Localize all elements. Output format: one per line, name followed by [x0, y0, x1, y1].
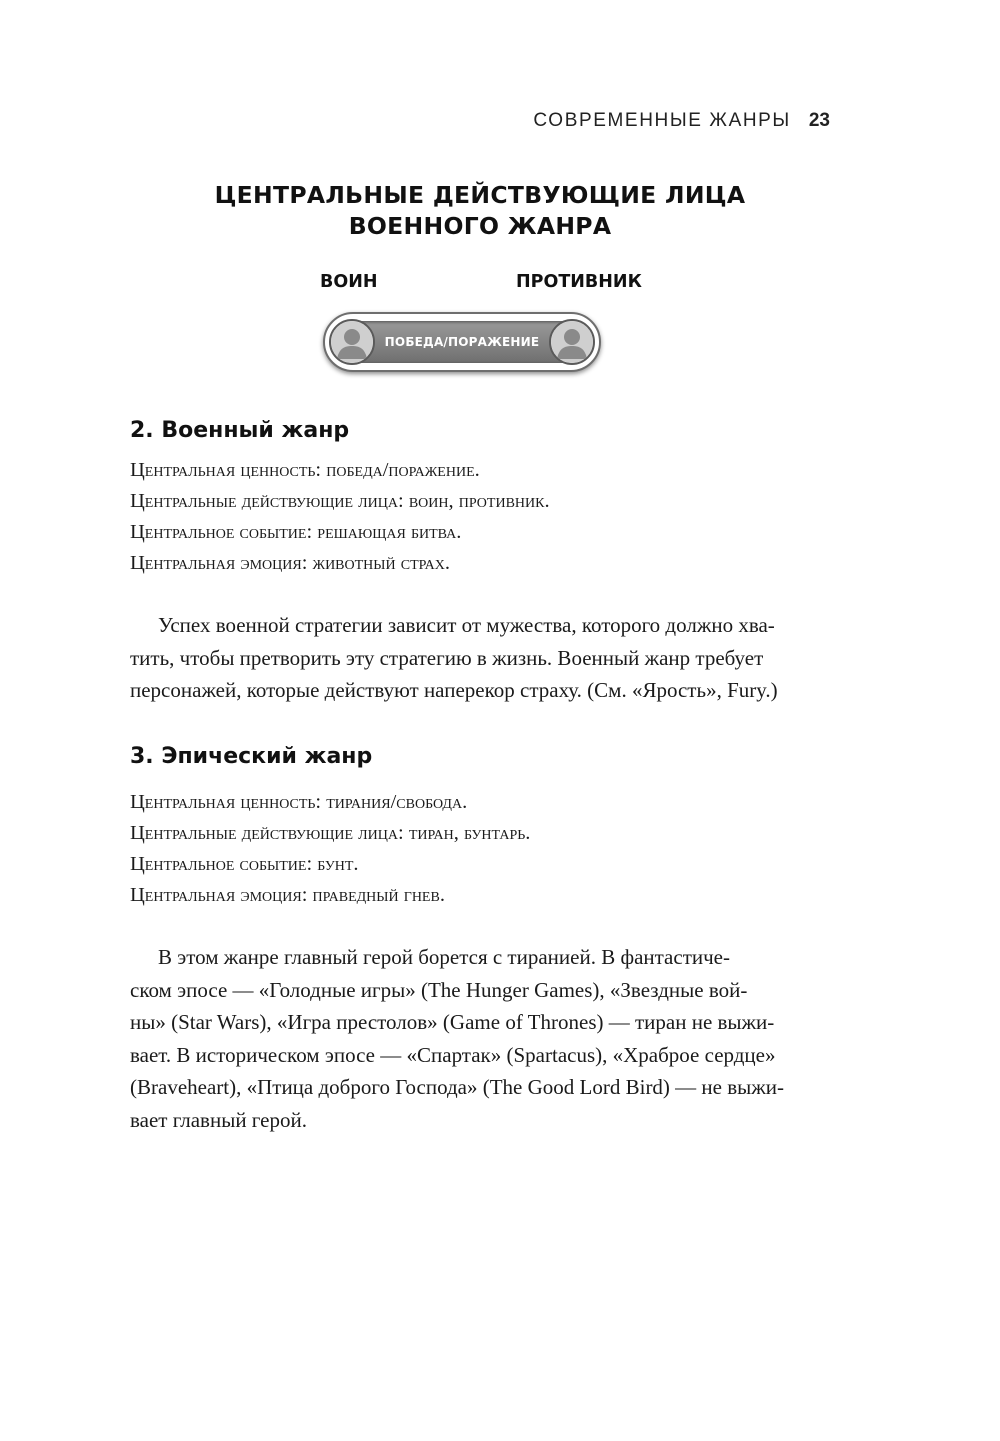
definition-line: Центральная ценность: тирания/свобода. [130, 791, 468, 813]
definition-line: Центральная эмоция: праведный гнев. [130, 884, 445, 906]
diagram-title [130, 180, 830, 242]
definition-line: Центральное событие: решающая битва. [130, 521, 462, 543]
diagram-title-line-1: ЦЕНТРАЛЬНЫЕ ДЕЙСТВУЮЩИЕ ЛИЦА [214, 181, 746, 209]
paragraph-line: ны» (Star Wars), «Игра престолов» (Game of Thrones) — тиран не выжи- [130, 1010, 775, 1034]
person-silhouette-icon [329, 319, 375, 365]
running-title: СОВРЕМЕННЫЕ ЖАНРЫ [533, 110, 791, 131]
page-number: 23 [808, 110, 830, 131]
paragraph-line: тить, чтобы претворить эту стратегию в жизнь. Военный жанр требует [130, 645, 764, 670]
paragraph-line: ском эпосе — «Голодные игры» (The Hunger Games), «Звездные вой- [130, 977, 748, 1002]
person-silhouette-icon [549, 319, 595, 365]
role-label-opponent: ПРОТИВНИК [516, 272, 642, 292]
paragraph-line: персонажей, которые действуют наперекор страху. (См. «Ярость», Fury.) [130, 678, 778, 702]
section-heading-war: 2. Военный жанр [130, 418, 350, 443]
value-label: ПОБЕДА/ПОРАЖЕНИЕ [384, 335, 540, 349]
paragraph-war [130, 609, 830, 707]
paragraph-line: вает главный герой. [130, 1107, 307, 1132]
definitions-epic [130, 787, 830, 911]
definition-line: Центральные действующие лица: тиран, бунтарь. [130, 822, 531, 844]
paragraph-line: вает. В историческом эпосе — «Спартак» (Spartacus), «Храброе сердце» [130, 1042, 776, 1067]
paragraph-line: В этом жанре главный герой борется с тиранией. В фантастиче- [158, 945, 730, 969]
definition-line: Центральные действующие лица: воин, противник. [130, 490, 550, 512]
definition-line: Центральная ценность: победа/поражение. [130, 459, 480, 481]
section-heading-epic: 3. Эпический жанр [130, 744, 373, 769]
definition-line: Центральная эмоция: животный страх. [130, 552, 450, 574]
paragraph-line: (Braveheart), «Птица доброго Господа» (The Good Lord Bird) — не выжи- [130, 1075, 785, 1099]
definition-line: Центральное событие: бунт. [130, 853, 359, 875]
definitions-war [130, 455, 830, 579]
paragraph-line: Успех военной стратегии зависит от мужества, которого должно хва- [158, 613, 775, 637]
running-header [0, 110, 830, 132]
diagram-title-line-2: ВОЕННОГО ЖАНРА [348, 212, 612, 240]
value-pill [323, 312, 601, 372]
paragraph-epic [130, 941, 830, 1136]
role-label-warrior: ВОИН [320, 272, 378, 292]
